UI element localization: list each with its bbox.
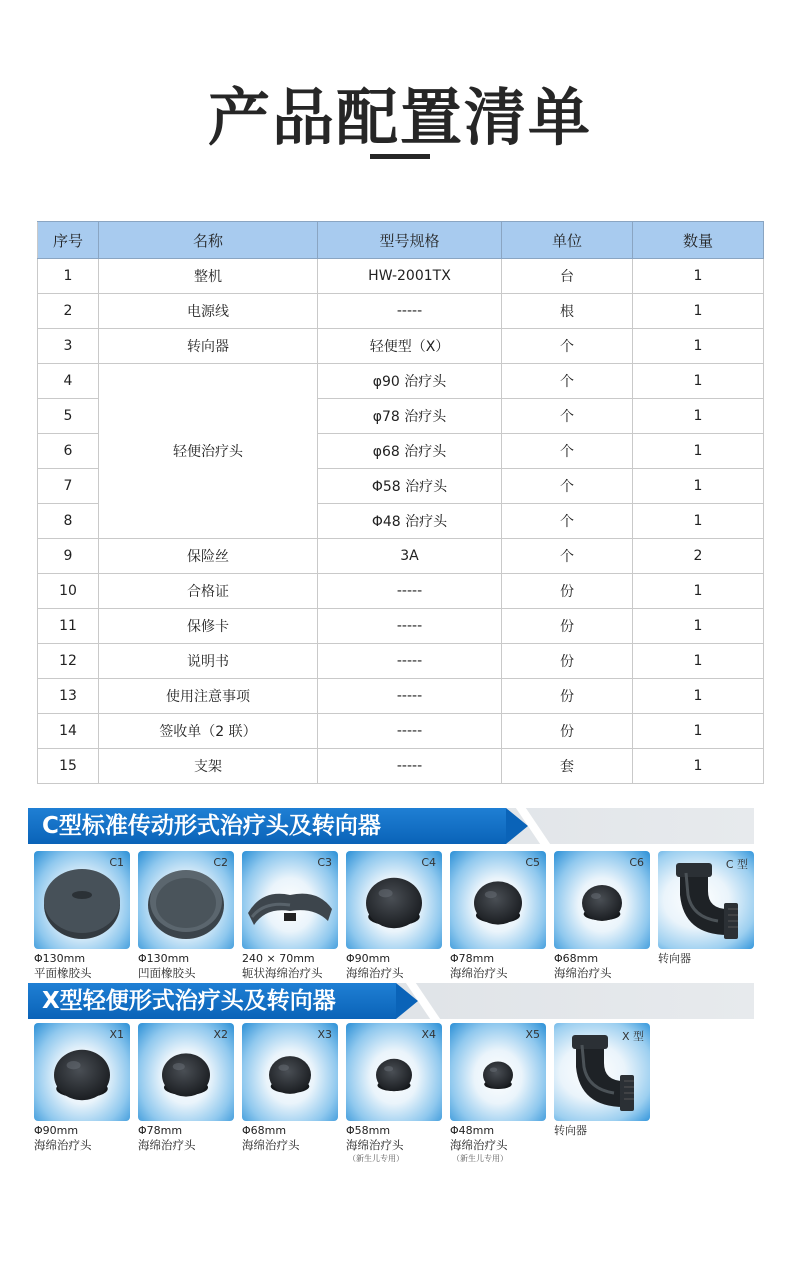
- cell-unit: 份: [502, 609, 633, 644]
- cell-name: 转向器: [99, 329, 318, 364]
- product-image: [346, 851, 442, 949]
- table-row: [38, 609, 764, 644]
- product-desc: 凹面橡胶头: [138, 966, 196, 980]
- cell-no: 7: [38, 469, 99, 504]
- section-c-title: C型标准传动形式治疗头及转向器: [28, 808, 506, 844]
- product-card: [242, 1023, 338, 1153]
- product-note: （新生儿专用）: [452, 1154, 508, 1163]
- cell-qty: 1: [633, 259, 764, 294]
- cell-qty: 1: [633, 364, 764, 399]
- cell-qty: 1: [633, 434, 764, 469]
- product-code: X2: [213, 1028, 228, 1041]
- cell-name: 整机: [99, 259, 318, 294]
- col-header-model: 型号规格: [318, 222, 502, 259]
- page-title: 产品配置清单: [207, 81, 592, 154]
- section-x-banner: [28, 983, 754, 1019]
- cell-unit: 个: [502, 364, 633, 399]
- cell-model: HW-2001TX: [318, 259, 502, 294]
- product-code: C4: [421, 856, 436, 869]
- product-image: [554, 851, 650, 949]
- table-row: [38, 749, 764, 784]
- product-code: C5: [525, 856, 540, 869]
- cell-unit: 份: [502, 679, 633, 714]
- product-size: Φ90mm: [346, 952, 391, 965]
- cell-name: 保修卡: [99, 609, 318, 644]
- product-desc: 海绵治疗头: [346, 1138, 404, 1152]
- cell-name: 使用注意事项: [99, 679, 318, 714]
- product-card: [450, 851, 546, 981]
- cell-qty: 1: [633, 329, 764, 364]
- cell-model: -----: [318, 609, 502, 644]
- product-desc: 海绵治疗头: [138, 1138, 196, 1152]
- cell-qty: 1: [633, 294, 764, 329]
- cell-unit: 根: [502, 294, 633, 329]
- cell-unit: 个: [502, 434, 633, 469]
- cell-name: 合格证: [99, 574, 318, 609]
- product-desc: 海绵治疗头: [346, 966, 404, 980]
- cell-qty: 1: [633, 504, 764, 539]
- cell-no: 13: [38, 679, 99, 714]
- cell-no: 4: [38, 364, 99, 399]
- cell-unit: 个: [502, 399, 633, 434]
- cell-no: 2: [38, 294, 99, 329]
- product-card: [138, 1023, 234, 1153]
- cell-no: 10: [38, 574, 99, 609]
- product-card: [554, 851, 650, 981]
- col-header-name: 名称: [99, 222, 318, 259]
- product-size: 240 × 70mm: [242, 952, 315, 965]
- product-card: [658, 851, 754, 966]
- cell-model: -----: [318, 714, 502, 749]
- cell-name: 说明书: [99, 644, 318, 679]
- cell-model: -----: [318, 294, 502, 329]
- product-desc: 轭状海绵治疗头: [242, 966, 323, 980]
- cell-unit: 台: [502, 259, 633, 294]
- product-code: C 型: [725, 858, 748, 871]
- product-card: [346, 851, 442, 981]
- product-code: C6: [629, 856, 644, 869]
- table-row: [38, 364, 764, 399]
- product-code: C3: [317, 856, 332, 869]
- cell-no: 1: [38, 259, 99, 294]
- cell-unit: 个: [502, 469, 633, 504]
- cell-unit: 套: [502, 749, 633, 784]
- cell-unit: 份: [502, 644, 633, 679]
- product-size: Φ58mm: [346, 1124, 391, 1137]
- product-image: [242, 851, 338, 949]
- product-image: [34, 1023, 130, 1121]
- cell-model: 3A: [318, 539, 502, 574]
- product-image: [34, 851, 130, 949]
- cell-unit: 份: [502, 714, 633, 749]
- cell-model: φ90 治疗头: [318, 364, 502, 399]
- product-size: Φ78mm: [450, 952, 495, 965]
- cell-qty: 1: [633, 714, 764, 749]
- product-image: [450, 851, 546, 949]
- product-card: [346, 1023, 442, 1165]
- cell-qty: 1: [633, 679, 764, 714]
- cell-qty: 1: [633, 399, 764, 434]
- cell-unit: 个: [502, 329, 633, 364]
- cell-name: 保险丝: [99, 539, 318, 574]
- cell-no: 15: [38, 749, 99, 784]
- product-image: [242, 1023, 338, 1121]
- product-code: X3: [317, 1028, 332, 1041]
- cell-name: 轻便治疗头: [99, 364, 318, 539]
- cell-name: 签收单（2 联）: [99, 714, 318, 749]
- product-image: [450, 1023, 546, 1121]
- cell-no: 5: [38, 399, 99, 434]
- product-code: C2: [213, 856, 228, 869]
- cell-no: 9: [38, 539, 99, 574]
- product-size: Φ90mm: [34, 1124, 79, 1137]
- product-size: Φ130mm: [138, 952, 190, 965]
- product-code: C1: [109, 856, 124, 869]
- cell-no: 3: [38, 329, 99, 364]
- cell-qty: 2: [633, 539, 764, 574]
- product-size: 转向器: [554, 1124, 587, 1137]
- cell-name: 电源线: [99, 294, 318, 329]
- table-row: [38, 644, 764, 679]
- product-size: Φ130mm: [34, 952, 86, 965]
- cell-no: 14: [38, 714, 99, 749]
- product-desc: 海绵治疗头: [450, 1138, 508, 1152]
- product-code: X4: [421, 1028, 436, 1041]
- product-size: Φ68mm: [242, 1124, 287, 1137]
- product-code: X5: [525, 1028, 540, 1041]
- cell-qty: 1: [633, 609, 764, 644]
- product-note: （新生儿专用）: [348, 1154, 404, 1163]
- title-underline: [370, 154, 430, 159]
- cell-unit: 个: [502, 504, 633, 539]
- col-header-no: 序号: [38, 222, 99, 259]
- col-header-unit: 单位: [502, 222, 633, 259]
- cell-model: Φ58 治疗头: [318, 469, 502, 504]
- product-size: Φ78mm: [138, 1124, 183, 1137]
- cell-model: -----: [318, 644, 502, 679]
- cell-model: Φ48 治疗头: [318, 504, 502, 539]
- cell-no: 8: [38, 504, 99, 539]
- table-row: [38, 294, 764, 329]
- product-desc: 海绵治疗头: [34, 1138, 92, 1152]
- table-row: [38, 329, 764, 364]
- product-card: [138, 851, 234, 981]
- table-row: [38, 259, 764, 294]
- table-row: [38, 714, 764, 749]
- product-card: [450, 1023, 546, 1165]
- cell-model: 轻便型（X）: [318, 329, 502, 364]
- product-image: [658, 851, 754, 949]
- cell-model: φ78 治疗头: [318, 399, 502, 434]
- product-desc: 平面橡胶头: [34, 966, 92, 980]
- cell-model: -----: [318, 749, 502, 784]
- table-row: [38, 539, 764, 574]
- config-table: [37, 221, 764, 784]
- table-row: [38, 679, 764, 714]
- product-image: [138, 1023, 234, 1121]
- cell-name: 支架: [99, 749, 318, 784]
- cell-qty: 1: [633, 469, 764, 504]
- cell-unit: 个: [502, 539, 633, 574]
- cell-model: φ68 治疗头: [318, 434, 502, 469]
- section-x-title: X型轻便形式治疗头及转向器: [28, 983, 396, 1019]
- col-header-qty: 数量: [633, 222, 764, 259]
- product-size: Φ48mm: [450, 1124, 495, 1137]
- cell-no: 6: [38, 434, 99, 469]
- product-image: [554, 1023, 650, 1121]
- product-code: X 型: [621, 1030, 644, 1043]
- product-card: [34, 851, 130, 981]
- product-image: [346, 1023, 442, 1121]
- table-row: [38, 574, 764, 609]
- product-size: Φ68mm: [554, 952, 599, 965]
- product-image: [138, 851, 234, 949]
- cell-model: -----: [318, 679, 502, 714]
- cell-unit: 份: [502, 574, 633, 609]
- product-card: [242, 851, 338, 981]
- product-card: [554, 1023, 650, 1138]
- product-code: X1: [109, 1028, 124, 1041]
- product-desc: 海绵治疗头: [450, 966, 508, 980]
- cell-no: 11: [38, 609, 99, 644]
- product-card: [34, 1023, 130, 1153]
- cell-no: 12: [38, 644, 99, 679]
- product-size: 转向器: [658, 952, 691, 965]
- product-desc: 海绵治疗头: [242, 1138, 300, 1152]
- section-c-banner: [28, 808, 754, 844]
- table-header-row: [38, 222, 764, 259]
- cell-qty: 1: [633, 574, 764, 609]
- product-desc: 海绵治疗头: [554, 966, 612, 980]
- cell-qty: 1: [633, 644, 764, 679]
- cell-qty: 1: [633, 749, 764, 784]
- cell-model: -----: [318, 574, 502, 609]
